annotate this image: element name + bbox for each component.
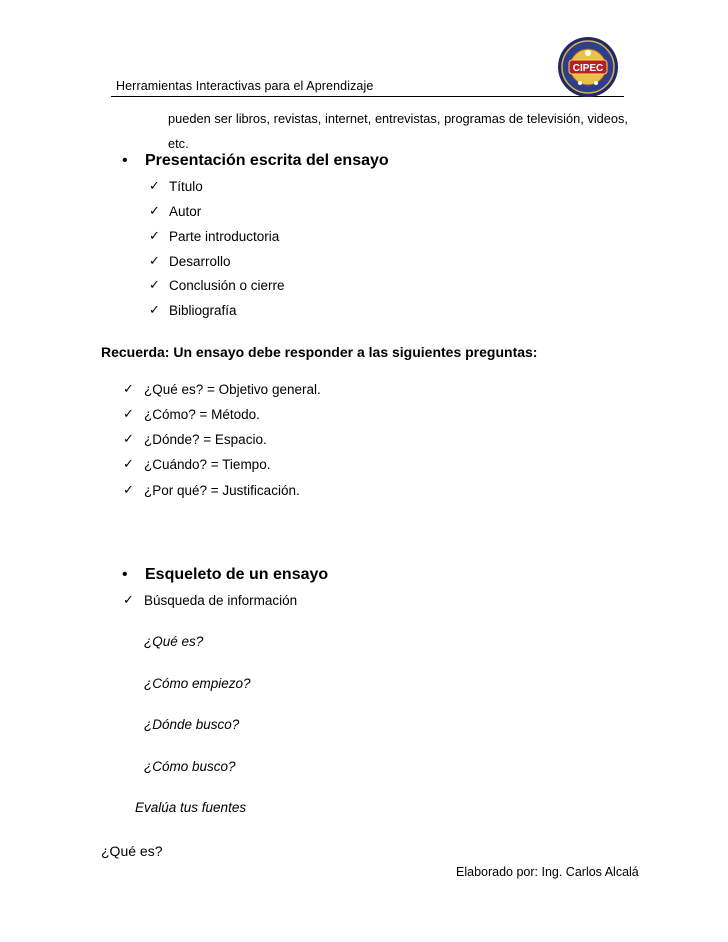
busqueda-item: Búsqueda de información [144,593,298,608]
sub-question: ¿Qué es? [144,634,204,649]
continuation-line-2: etc. [168,136,189,151]
evalua-fuentes: Evalúa tus fuentes [135,800,247,815]
header-title: Herramientas Interactivas para el Aprendizaje [116,79,374,93]
check-icon: ✓ [149,254,160,269]
check-icon: ✓ [123,593,134,608]
section-heading-esqueleto: Esqueleto de un ensayo [145,566,329,583]
header-rule [111,96,624,97]
list-item: Autor [169,204,202,219]
check-icon: ✓ [149,229,160,244]
list-item: Título [169,179,203,194]
check-icon: ✓ [123,382,134,397]
footer-credit: Elaborado por: Ing. Carlos Alcalá [456,865,639,879]
cipec-logo [556,36,620,98]
bullet-icon: • [122,152,128,169]
sub-question: ¿Cómo busco? [144,759,236,774]
recuerda-heading: Recuerda: Un ensayo debe responder a las siguientes preguntas: [101,344,538,360]
list-item: Bibliografía [169,303,237,318]
section-heading-presentacion: Presentación escrita del ensayo [145,152,389,169]
continuation-line-1: pueden ser libros, revistas, internet, entrevistas, programas de televisión, videos, [168,111,628,126]
check-icon: ✓ [149,204,160,219]
check-icon: ✓ [149,303,160,318]
question-item: ¿Cuándo? = Tiempo. [144,457,271,472]
list-item: Conclusión o cierre [169,278,285,293]
check-icon: ✓ [149,278,160,293]
check-icon: ✓ [123,483,134,498]
question-item: ¿Dónde? = Espacio. [144,432,267,447]
check-icon: ✓ [149,179,160,194]
sub-question: ¿Dónde busco? [144,717,240,732]
final-question: ¿Qué es? [101,843,163,859]
logo-text: CIPEC [572,63,604,74]
check-icon: ✓ [123,432,134,447]
question-item: ¿Por qué? = Justificación. [144,483,300,498]
question-item: ¿Qué es? = Objetivo general. [144,382,321,397]
list-item: Parte introductoria [169,229,280,244]
check-icon: ✓ [123,407,134,422]
check-icon: ✓ [123,457,134,472]
list-item: Desarrollo [169,254,231,269]
question-item: ¿Cómo? = Método. [144,407,260,422]
sub-question: ¿Cómo empiezo? [144,676,251,691]
bullet-icon: • [122,566,128,583]
